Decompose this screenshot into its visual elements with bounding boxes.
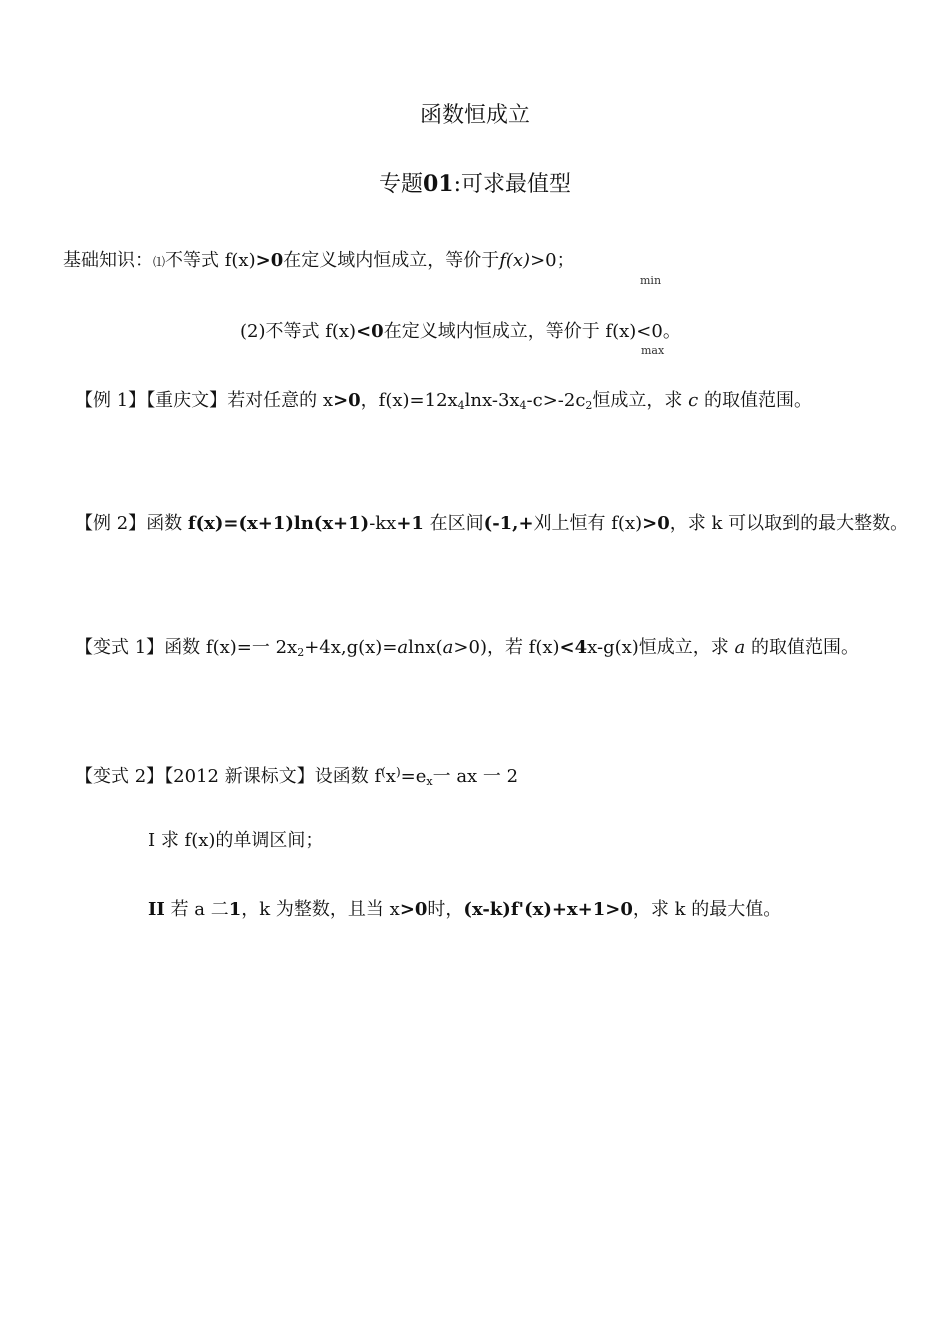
basics-item-1-text: 不等式 f(x)	[165, 250, 256, 271]
variant-1-text: >0)，若 f(x)	[453, 637, 560, 658]
variant-2-f: 设函数 f	[314, 766, 382, 787]
variant-1-a-2: a	[442, 637, 454, 658]
variant-1-text-2: 恒成立，求	[638, 637, 729, 658]
variant-1-tag: 【变式 1】	[75, 637, 165, 658]
example-1-source: 【重庆文】	[146, 390, 228, 411]
subtitle-number: 01	[422, 171, 454, 197]
variant-2-question-2-text-3: 时，	[427, 899, 464, 920]
variant-1-f: 函数 f(x)=一 2x	[164, 637, 298, 658]
example-1-f2: lnx-3x	[464, 390, 520, 411]
example-2-plus1: +1	[396, 513, 424, 534]
basics-item-1-number: ⑴	[153, 255, 166, 269]
variant-2-sup-close: )	[395, 765, 401, 779]
example-1-sub-1: 4	[457, 399, 465, 412]
example-2-tag: 【例 2】	[75, 513, 147, 534]
variant-1	[75, 636, 859, 665]
variant-2-x: x	[385, 766, 396, 787]
basics-item-1-subscript: min	[640, 274, 662, 287]
example-1-c: c	[688, 390, 699, 411]
example-1-sub-2: 4	[519, 399, 527, 412]
variant-2-sup-open: (	[381, 765, 386, 779]
example-2-text: 函数	[146, 513, 183, 534]
example-2-text-4: ，求 k 可以取到的最大整数。	[669, 513, 909, 534]
basics-item-1-fx: f(x)	[499, 250, 531, 271]
variant-2-source: 【2012 新课标文】	[164, 766, 315, 787]
variant-2-question-2-cond: >0	[399, 899, 428, 920]
basics-item-1-equiv: 在定义域内恒成立，等价于	[283, 250, 500, 271]
example-1-f: ，f(x)=12x	[360, 390, 458, 411]
basics-item-2-op: <0	[356, 321, 384, 342]
example-1-text: 若对任意的 x	[227, 390, 334, 411]
basics-label: 基础知识：	[63, 250, 153, 271]
example-1-sub-3: 2	[585, 399, 593, 412]
example-1-f3: -c>-2c	[526, 390, 586, 411]
example-2-interval: (-1,+	[483, 513, 534, 534]
subtitle-suffix: :可求最值型	[453, 172, 572, 197]
variant-2	[75, 760, 518, 794]
basics-item-1	[63, 249, 575, 274]
variant-2-question-2-number: II	[148, 899, 165, 920]
variant-2-eq: =e	[400, 766, 427, 787]
variant-1-text-3: 的取值范围。	[751, 637, 859, 658]
example-2-kx: -kx	[369, 513, 397, 534]
variant-2-question-2	[148, 898, 781, 922]
basics-item-2-paren: (x)	[612, 321, 637, 342]
example-1-tag: 【例 1】	[75, 390, 147, 411]
example-2-cond: >0	[642, 513, 670, 534]
variant-2-tag: 【变式 2】	[75, 766, 165, 787]
subtitle-prefix: 专题	[378, 172, 423, 197]
basics-item-2-tail: <0。	[636, 321, 681, 342]
variant-1-a: a	[397, 637, 409, 658]
example-2	[75, 512, 908, 536]
variant-2-rest: 一 ax 一 2	[432, 766, 519, 787]
example-1-text-2: 恒成立，求	[592, 390, 683, 411]
variant-2-sub: x	[426, 775, 433, 788]
variant-1-g: +4x,g(x)=	[304, 637, 398, 658]
variant-2-question-2-text-2: ，k 为整数，且当 x	[241, 899, 400, 920]
variant-1-op: <4	[559, 637, 588, 658]
variant-2-question-2-text: 若 a 二	[170, 899, 229, 920]
example-1-cond: >0	[333, 390, 361, 411]
example-2-f: f(x)=(x+1)ln(x+1)	[187, 513, 370, 534]
basics-item-2-text: 不等式 f(x)	[265, 321, 357, 342]
variant-1-sub: 2	[297, 646, 305, 659]
variant-2-question-2-text-4: ，求 k 的最大值。	[632, 899, 782, 920]
variant-2-question-2-expr: (x-k)f'(x)+x+1>0	[463, 899, 633, 920]
example-2-text-3: 刈上恒有 f(x)	[533, 513, 643, 534]
basics-item-2	[240, 320, 681, 344]
page-subtitle	[0, 172, 950, 197]
page-title: 函数恒成立	[419, 103, 530, 128]
basics-item-1-tail: >0；	[530, 250, 575, 271]
example-1	[75, 389, 812, 418]
example-2-text-2: 在区间	[429, 513, 484, 534]
variant-2-question-1: I 求 f(x)的单调区间；	[148, 830, 324, 851]
variant-1-lnx: lnx(	[408, 637, 443, 658]
variant-1-a-3: a	[734, 637, 746, 658]
variant-1-expr: x-g(x)	[587, 637, 639, 658]
basics-item-2-subscript: max	[641, 344, 665, 357]
variant-2-question-2-one: 1	[228, 899, 242, 920]
basics-item-2-equiv: 在定义域内恒成立，等价于 f	[383, 321, 613, 342]
basics-item-1-op: >0	[255, 250, 284, 271]
basics-item-2-number: (2)	[240, 321, 266, 342]
example-1-text-3: 的取值范围。	[703, 390, 812, 411]
